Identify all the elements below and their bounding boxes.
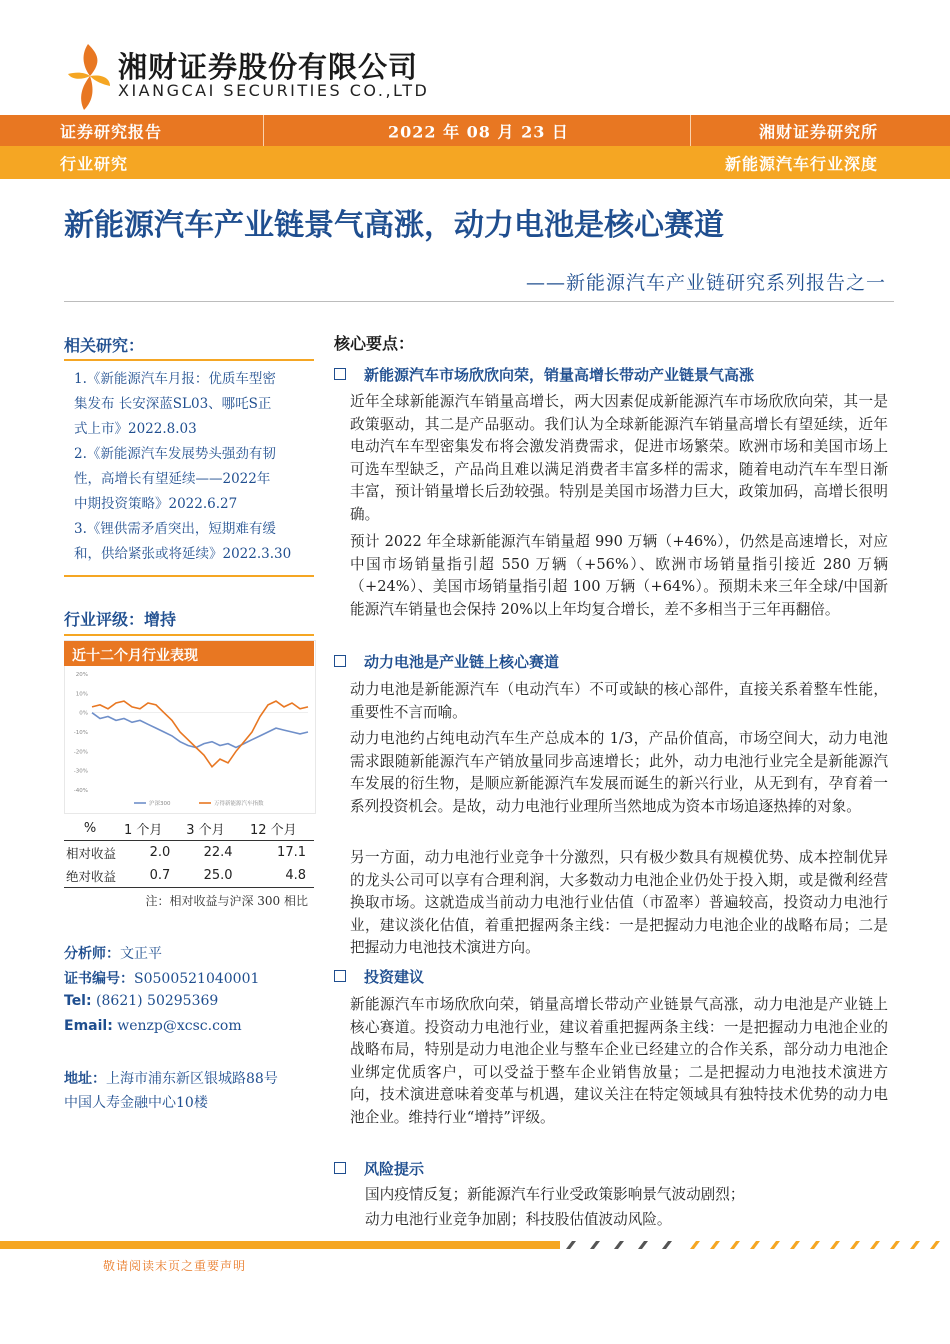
related-item-line: 3.《锂供需矛盾突出，短期难有缓	[74, 521, 276, 537]
chart-title: 近十二个月行业表现	[72, 648, 198, 664]
performance-table	[64, 817, 314, 888]
bar-divider	[690, 115, 691, 146]
table-cell: 4.8	[241, 864, 314, 888]
table-cell: 相对收益	[66, 845, 117, 861]
related-item-line: 2.《新能源汽车发展势头强劲有韧	[74, 446, 276, 462]
tel-line	[64, 993, 218, 1009]
paragraph: 动力电池是新能源汽车（电动汽车）不可或缺的核心部件，直接关系着整车性能，重要性不言而喻。	[350, 681, 888, 721]
paragraph: 另一方面，动力电池行业竞争十分激烈，只有极少数具有规模优势、成本控制优异的龙头公司可以享有合理利润，大多数动力电池企业仍处于投入期，或是微利经营换取市场。这就造成当前动力电池行业估值（市盈率）普遍较高，投资动力电池行业，建议淡化估值，着重把握两条主线：一是把握动力电池企业的战略布局；二是把握动力电池技术演进方向。	[350, 849, 888, 957]
y-tick-label: 0%	[79, 710, 88, 717]
paragraph: 动力电池约占纯电动汽车生产总成本的 1/3，产品价值高，市场空间大，动力电池需求跟随新能源汽车产销放量同步高速增长；此外，动力电池行业完全是新能源汽车发展的衍生物，是顺应新能源汽车发展而诞生的新兴行业，从无到有，孕育着一系列投资机会。是故，动力电池行业理所当然地成为资本市场追逐热捧的对象。	[350, 730, 888, 815]
checkbox-bullet-icon	[334, 970, 346, 982]
table-row	[64, 841, 314, 865]
analyst-name: 文正平	[120, 946, 162, 962]
related-research-list	[64, 367, 314, 567]
paragraph: 新能源汽车市场欣欣向荣，销量高增长带动产业链景气高涨，动力电池是产业链上核心赛道。投资动力电池行业，建议着重把握两条主线：一是把握动力电池企业的战略布局，特别是动力电池企业与整车企业已经建立的合作关系，部分动力电池企业绑定优质客户，可以受益于整车企业销售放量；二是把握动力电池技术演进方向，技术演进意味着变革与机遇，建议关注在特定领域具有独特技术优势的动力电池企业。维持行业“增持”评级。	[350, 996, 888, 1126]
footer-disclaimer: 敬请阅读末页之重要声明	[103, 1259, 247, 1273]
tel-label: Tel:	[64, 993, 92, 1009]
checkbox-bullet-icon	[334, 368, 346, 380]
report-type-bar	[0, 115, 950, 146]
section-heading-investment	[334, 966, 424, 987]
paragraph: 预计 2022 年全球新能源汽车销量超 990 万辆（+46%），仍然是高速增长，对应中国市场销量指引超 550 万辆（+56%）、欧洲市场销量指引接近 280 万辆（+24%）、美国市场销量指引超 100 万辆（+64%）。预期未来三年全球/中国新能源汽车销量也会保持 20%以上年均复合增长，差不多相当于三年再翻倍。	[350, 533, 888, 618]
table-cell: 0.7	[116, 864, 178, 888]
related-item[interactable]	[64, 367, 314, 442]
related-research-bottom-rule	[64, 575, 314, 577]
section-heading-text: 新能源汽车市场欣欣向荣，销量高增长带动产业链景气高涨	[364, 366, 755, 384]
table-header-cell: 3 个月	[178, 817, 240, 841]
section-heading-battery	[334, 651, 559, 672]
certificate-line	[64, 968, 259, 988]
analyst-label: 分析师：	[64, 946, 120, 962]
analyst-line	[64, 943, 162, 963]
table-header-cell: 12 个月	[241, 817, 314, 841]
certificate-number: S0500521040001	[134, 971, 260, 987]
email-link[interactable]: wenzp@xcsc.com	[117, 1018, 242, 1034]
section-heading-risk	[334, 1158, 424, 1179]
report-subtitle: ——新能源汽车产业链研究系列报告之一	[525, 272, 886, 294]
risk-item: 动力电池行业竞争加剧；科技股估值波动风险。	[365, 1211, 672, 1228]
table-cell: 绝对收益	[64, 864, 116, 888]
address-line	[64, 1068, 278, 1088]
section-heading-text: 投资建议	[364, 968, 425, 986]
paragraph: 近年全球新能源汽车销量高增长，两大因素促成新能源汽车市场欣欣向荣，其一是政策驱动，其二是产品驱动。我们认为全球新能源汽车销量高增长有望延续，近年电动汽车车型密集发布将会激发消费需求，促进市场繁荣。欧洲市场和美国市场上可选车型缺乏，产品尚且难以满足消费者丰富多样的需求，随着电动汽车车型日渐丰富，预计销量增长后劲较强。特别是美国市场潜力巨大，政策加码，高增长很明确。	[350, 393, 888, 523]
checkbox-bullet-icon	[334, 1162, 346, 1174]
y-tick-label: 10%	[75, 691, 88, 698]
tel-number: (8621) 50295369	[96, 993, 219, 1009]
core-points-heading: 核心要点：	[334, 334, 415, 353]
section-heading-market	[334, 364, 754, 385]
legend-label: 万得新能源汽车指数	[214, 801, 264, 807]
y-tick-label: 20%	[75, 672, 88, 678]
table-header-row	[64, 817, 314, 841]
related-item-line: 和，供给紧张或将延续》2022.3.30	[74, 546, 292, 562]
bar-divider	[263, 115, 264, 146]
title-divider	[64, 301, 894, 302]
certificate-label: 证书编号：	[64, 971, 134, 987]
table-cell: 22.4	[203, 845, 233, 860]
footer-stripe	[0, 1241, 950, 1249]
report-topic: 新能源汽车行业深度	[724, 154, 878, 173]
section-heading-text: 风险提示	[364, 1160, 425, 1178]
series-line	[92, 701, 308, 767]
table-cell: 2.0	[149, 845, 171, 860]
related-item[interactable]	[64, 517, 314, 567]
y-tick-label: -10%	[73, 730, 88, 736]
related-item[interactable]	[64, 442, 314, 517]
rating-rule	[64, 634, 314, 636]
report-date: 2022 年 08 月 23 日	[388, 122, 569, 141]
report-category: 行业研究	[60, 154, 129, 173]
related-item-line: 式上市》2022.8.03	[74, 421, 197, 437]
table-row	[64, 864, 314, 888]
address-label: 地址：	[64, 1071, 106, 1087]
table-note: 注：相对收益与沪深 300 相比	[145, 894, 308, 908]
table-header-cell: 1 个月	[116, 817, 178, 841]
y-tick-label: -30%	[73, 768, 88, 775]
report-type-label: 证券研究报告	[60, 122, 163, 141]
email-label: Email:	[64, 1018, 113, 1034]
related-research-rule	[64, 359, 314, 361]
y-tick-label: -20%	[73, 749, 88, 756]
checkbox-bullet-icon	[334, 655, 346, 667]
performance-chart-header	[64, 641, 314, 666]
section-heading-text: 动力电池是产业链上核心赛道	[364, 653, 560, 671]
y-tick-label: -40%	[73, 788, 88, 794]
research-institute: 湘财证券研究所	[758, 122, 878, 141]
company-logo-icon	[66, 40, 112, 114]
risk-item: 国内疫情反复；新能源汽车行业受政策影响景气波动剧烈；	[365, 1186, 745, 1203]
related-item-line: 1.《新能源汽车月报：优质车型密	[74, 371, 276, 387]
performance-chart	[64, 666, 314, 812]
related-research-heading: 相关研究：	[64, 336, 145, 355]
company-name-cn: 湘财证券股份有限公司	[118, 50, 419, 84]
series-line	[92, 713, 308, 748]
email-line	[64, 1018, 242, 1034]
report-category-bar	[0, 146, 950, 179]
table-cell: 17.1	[277, 845, 306, 860]
legend-label: 沪深300	[149, 801, 171, 807]
related-item-line: 中期投资策略》2022.6.27	[74, 496, 238, 512]
company-name-en: XIANGCAI SECURITIES CO.,LTD	[118, 81, 430, 100]
table-header-cell: %	[64, 817, 116, 841]
industry-rating: 行业评级：增持	[64, 610, 177, 629]
related-item-line: 性，高增长有望延续——2022年	[74, 471, 271, 487]
report-title: 新能源汽车产业链景气高涨，动力电池是核心赛道	[64, 208, 724, 243]
related-item-line: 集发布 长安深蓝SL03、哪吒S正	[74, 396, 272, 412]
table-cell: 25.0	[178, 864, 240, 888]
address-text: 上海市浦东新区银城路88号	[106, 1071, 278, 1087]
address-line-2: 中国人寿金融中心10楼	[64, 1095, 208, 1111]
